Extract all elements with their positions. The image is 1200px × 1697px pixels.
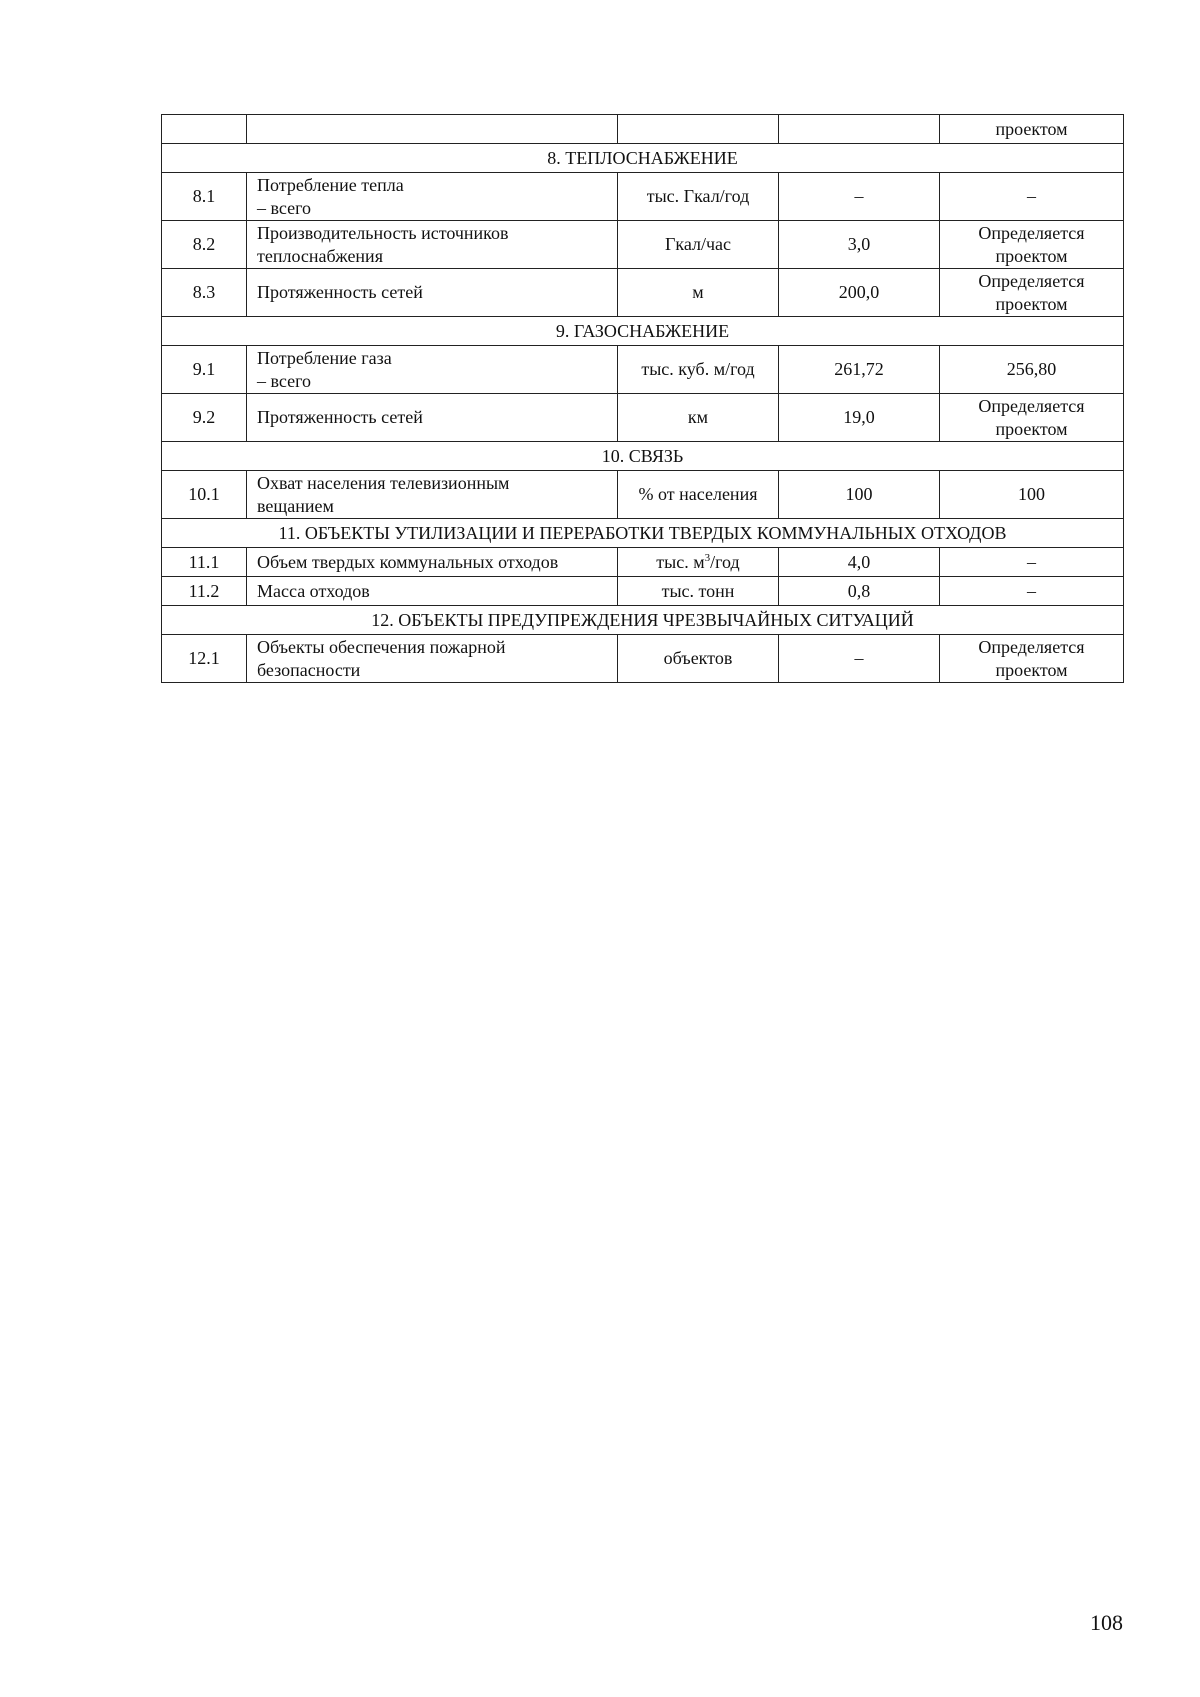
current-value-cell bbox=[779, 548, 940, 577]
indicator-name-cell bbox=[247, 221, 618, 269]
unit-cell bbox=[618, 635, 779, 683]
current-value-cell-text: – bbox=[854, 186, 864, 206]
table-row bbox=[162, 346, 1124, 394]
unit-cell bbox=[618, 346, 779, 394]
row-number-cell bbox=[162, 548, 247, 577]
current-value-cell bbox=[779, 635, 940, 683]
current-value-cell bbox=[779, 173, 940, 221]
indicator-name-cell bbox=[247, 548, 618, 577]
indicator-name-cell bbox=[247, 115, 618, 144]
section-header-row bbox=[162, 317, 1124, 346]
current-value-cell-text: 19,0 bbox=[843, 407, 875, 427]
section-title: 8. ТЕПЛОСНАБЖЕНИЕ bbox=[162, 144, 1124, 173]
unit-cell bbox=[618, 548, 779, 577]
indicator-name-cell bbox=[247, 269, 618, 317]
projected-value-cell-text: Определяется проектом bbox=[978, 270, 1085, 314]
indicator-name-cell-text: Объекты обеспечения пожарной безопасности bbox=[257, 636, 506, 680]
table-body bbox=[162, 115, 1124, 683]
current-value-cell-text: 3,0 bbox=[847, 234, 871, 254]
row-number-cell bbox=[162, 173, 247, 221]
current-value-cell bbox=[779, 221, 940, 269]
row-number-cell-text: 12.1 bbox=[188, 648, 220, 668]
row-number-cell bbox=[162, 394, 247, 442]
projected-value-cell bbox=[940, 269, 1124, 317]
indicator-name-cell-text: Протяженность сетей bbox=[257, 282, 423, 302]
projected-value-cell-text: 256,80 bbox=[1006, 359, 1057, 379]
indicator-name-cell bbox=[247, 635, 618, 683]
section-title: 9. ГАЗОСНАБЖЕНИЕ bbox=[162, 317, 1124, 346]
section-header-row bbox=[162, 606, 1124, 635]
unit-cell-text: % от населения bbox=[638, 484, 758, 504]
indicator-name-cell bbox=[247, 394, 618, 442]
section-header-row bbox=[162, 519, 1124, 548]
unit-cell-text: объектов bbox=[663, 648, 733, 668]
row-number-cell-text: 9.2 bbox=[192, 407, 216, 427]
row-number-cell-text: 11.1 bbox=[188, 551, 220, 572]
unit-superscript: 3 bbox=[704, 551, 711, 564]
table-row bbox=[162, 221, 1124, 269]
indicator-name-cell-text: Протяженность сетей bbox=[257, 407, 423, 427]
indicator-name-cell-text: Охват населения телевизионным вещанием bbox=[257, 472, 510, 516]
section-title: 11. ОБЪЕКТЫ УТИЛИЗАЦИИ И ПЕРЕРАБОТКИ ТВЕРДЫХ КОММУНАЛЬНЫХ ОТХОДОВ bbox=[162, 519, 1124, 548]
projected-value-cell-text: Определяется проектом bbox=[978, 222, 1085, 266]
unit-tail: /год bbox=[710, 551, 740, 572]
unit-cell-text: тыс. куб. м/год bbox=[641, 359, 755, 379]
section-header-row bbox=[162, 144, 1124, 173]
projected-value-cell-text: – bbox=[1027, 186, 1036, 206]
row-number-cell bbox=[162, 635, 247, 683]
row-number-cell bbox=[162, 115, 247, 144]
indicators-table bbox=[161, 114, 1124, 683]
indicator-name-cell-text: Производительность источников теплоснабжения bbox=[257, 222, 509, 266]
indicator-name-cell-text: Потребление тепла – всего bbox=[257, 174, 404, 218]
table-row bbox=[162, 577, 1124, 606]
projected-value-cell bbox=[940, 394, 1124, 442]
projected-value-cell bbox=[940, 221, 1124, 269]
unit-cell bbox=[618, 221, 779, 269]
projected-value-cell-text: 100 bbox=[1018, 484, 1045, 504]
projected-value-cell bbox=[940, 548, 1124, 577]
indicator-name-cell bbox=[247, 173, 618, 221]
indicator-name-cell bbox=[247, 346, 618, 394]
row-number-cell-text: 10.1 bbox=[188, 484, 220, 504]
page-number: 108 bbox=[1090, 1610, 1123, 1635]
section-title: 10. СВЯЗЬ bbox=[162, 442, 1124, 471]
row-number-cell-text: 8.2 bbox=[192, 234, 216, 254]
unit-cell-text: м bbox=[692, 282, 704, 302]
section-title: 12. ОБЪЕКТЫ ПРЕДУПРЕЖДЕНИЯ ЧРЕЗВЫЧАЙНЫХ СИТУАЦИЙ bbox=[162, 606, 1124, 635]
current-value-cell-text: – bbox=[854, 648, 864, 668]
unit-cell-text: тыс. тонн bbox=[661, 580, 735, 601]
indicator-name-cell bbox=[247, 577, 618, 606]
unit-cell bbox=[618, 577, 779, 606]
row-number-cell-text: 9.1 bbox=[192, 359, 216, 379]
row-number-cell-text: 8.1 bbox=[192, 186, 216, 206]
table-row bbox=[162, 115, 1124, 144]
row-number-cell-text: 11.2 bbox=[188, 580, 220, 601]
unit-cell bbox=[618, 394, 779, 442]
projected-value-cell bbox=[940, 115, 1124, 144]
current-value-cell-text: 200,0 bbox=[838, 282, 880, 302]
table-row bbox=[162, 173, 1124, 221]
table-row bbox=[162, 548, 1124, 577]
projected-value-cell bbox=[940, 635, 1124, 683]
current-value-cell bbox=[779, 115, 940, 144]
projected-value-cell-text: проектом bbox=[995, 118, 1068, 139]
projected-value-cell bbox=[940, 577, 1124, 606]
current-value-cell bbox=[779, 471, 940, 519]
current-value-cell bbox=[779, 394, 940, 442]
projected-value-cell-text: – bbox=[1027, 580, 1036, 601]
unit-cell-text: тыс. Гкал/год bbox=[646, 186, 750, 206]
projected-value-cell bbox=[940, 346, 1124, 394]
unit-cell bbox=[618, 173, 779, 221]
current-value-cell bbox=[779, 577, 940, 606]
table-row bbox=[162, 471, 1124, 519]
section-header-row bbox=[162, 442, 1124, 471]
unit-cell-text: Гкал/час bbox=[664, 234, 732, 254]
projected-value-cell bbox=[940, 173, 1124, 221]
table-row bbox=[162, 269, 1124, 317]
unit-cell bbox=[618, 471, 779, 519]
indicator-name-cell-text: Потребление газа – всего bbox=[257, 347, 392, 391]
row-number-cell bbox=[162, 577, 247, 606]
row-number-cell bbox=[162, 269, 247, 317]
row-number-cell bbox=[162, 346, 247, 394]
indicator-name-cell-text: Объем твердых коммунальных отходов bbox=[257, 551, 559, 572]
projected-value-cell-text: Определяется проектом bbox=[978, 636, 1085, 680]
current-value-cell-text: 4,0 bbox=[847, 551, 871, 572]
projected-value-cell bbox=[940, 471, 1124, 519]
unit-cell bbox=[618, 269, 779, 317]
current-value-cell-text: 261,72 bbox=[834, 359, 884, 379]
indicator-name-cell bbox=[247, 471, 618, 519]
current-value-cell-text: 100 bbox=[845, 484, 873, 504]
unit-text: тыс. м bbox=[656, 551, 705, 572]
table-row bbox=[162, 635, 1124, 683]
current-value-cell-text: 0,8 bbox=[847, 580, 871, 601]
unit-cell-text: км bbox=[687, 407, 709, 427]
unit-cell bbox=[618, 115, 779, 144]
row-number-cell-text: 8.3 bbox=[192, 282, 216, 302]
row-number-cell bbox=[162, 471, 247, 519]
row-number-cell bbox=[162, 221, 247, 269]
projected-value-cell-text: Определяется проектом bbox=[978, 395, 1085, 439]
current-value-cell bbox=[779, 346, 940, 394]
current-value-cell bbox=[779, 269, 940, 317]
indicator-name-cell-text: Масса отходов bbox=[257, 580, 370, 601]
projected-value-cell-text: – bbox=[1027, 551, 1036, 572]
table-row bbox=[162, 394, 1124, 442]
